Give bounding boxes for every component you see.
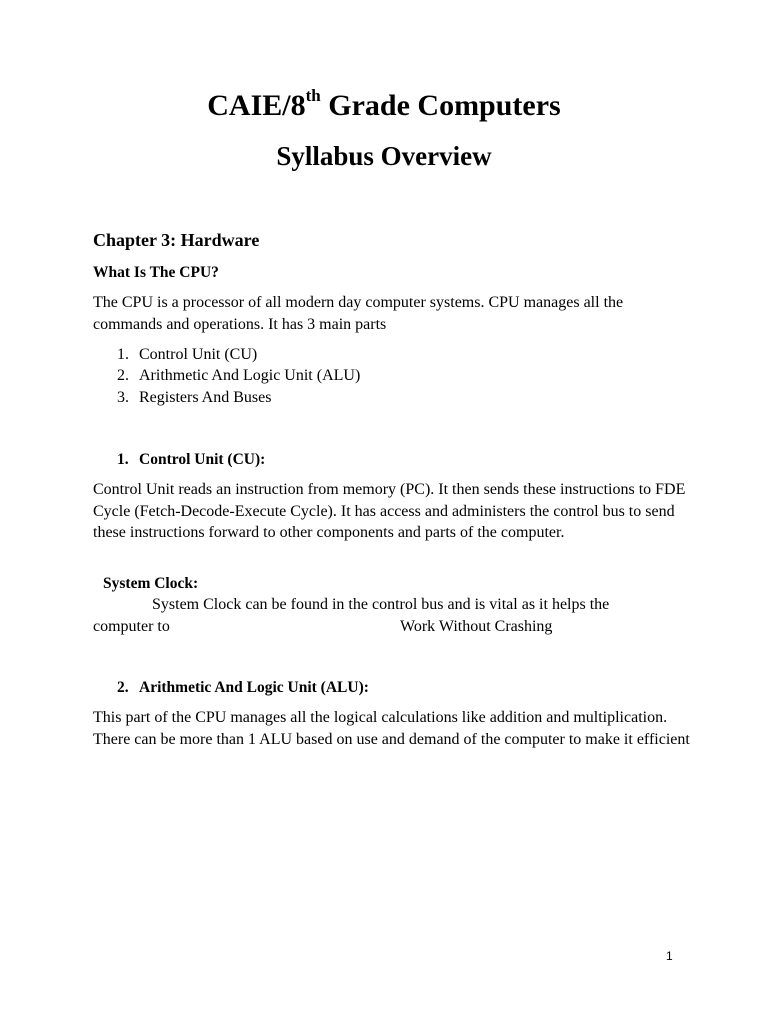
system-clock-line-2a: computer to (93, 618, 170, 635)
system-clock-line-2b: Work Without Crashing (400, 618, 553, 635)
title-superscript: th (305, 86, 321, 105)
chapter-heading: Chapter 3: Hardware (93, 230, 260, 250)
cpu-intro-paragraph: The CPU is a processor of all modern day computer systems. CPU manages all the commands and operations. It has 3 main parts (93, 294, 624, 333)
document-subtitle: Syllabus Overview (276, 141, 492, 171)
alu-heading (117, 677, 369, 699)
alu-paragraph: This part of the CPU manages all the logical calculations like addition and multiplication. There can be more than 1 ALU based on use and demand of the computer to make it efficient (93, 709, 690, 748)
page-number: 1 (666, 949, 673, 963)
system-clock-line-1: System Clock can be found in the control bus and is vital as it helps the (152, 596, 610, 613)
control-unit-heading (117, 449, 265, 471)
list-item (117, 387, 360, 408)
section-heading-text: Control Unit (CU): (139, 451, 266, 468)
list-item (117, 344, 360, 365)
title-main: CAIE/8 (207, 89, 306, 122)
list-item-label: Control Unit (CU) (139, 346, 258, 363)
list-item-number: 2. (117, 367, 129, 385)
cpu-heading: What Is The CPU? (93, 264, 219, 281)
section-heading-text: Arithmetic And Logic Unit (ALU): (139, 679, 369, 696)
title-rest: Grade Computers (320, 89, 561, 122)
list-item-label: Arithmetic And Logic Unit (ALU) (139, 367, 361, 385)
system-clock-heading: System Clock: (103, 575, 199, 592)
list-item-number: 1. (117, 346, 129, 363)
cpu-parts-list (117, 344, 360, 408)
list-item (117, 365, 360, 386)
list-item-label: Registers And Buses (139, 388, 272, 406)
section-number: 1. (117, 451, 129, 468)
section-number: 2. (117, 679, 129, 696)
list-item-number: 3. (117, 388, 129, 406)
document-title (0, 86, 768, 126)
control-unit-paragraph: Control Unit reads an instruction from memory (PC). It then sends these instructions to FDE Cycle (Fetch-Decode-Execute Cycle). It has access and administers the control bus to send these instructions forward to other components and parts of the computer. (93, 481, 686, 541)
